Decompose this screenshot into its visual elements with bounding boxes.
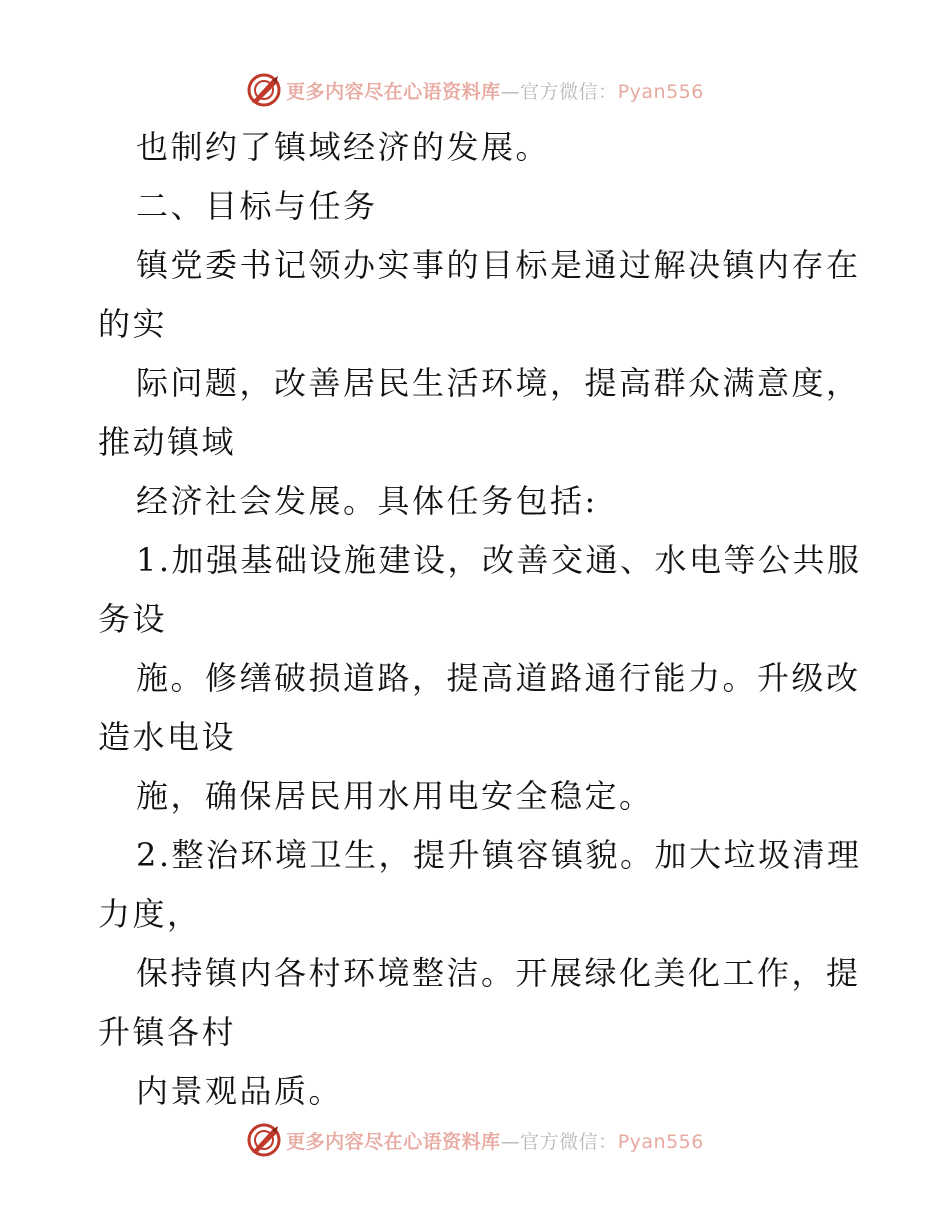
footer-watermark-banner <box>0 1120 950 1160</box>
list-item-1: 1.加强基础设施建设，改善交通、水电等公共服 <box>136 541 862 579</box>
header-watermark-banner <box>0 70 950 110</box>
banner-separator: —官方微信： <box>500 1130 618 1153</box>
text-line: 经济社会发展。具体任务包括: <box>136 482 598 520</box>
pen-logo-icon <box>246 72 282 108</box>
text-line: 升镇各村 <box>98 1013 237 1051</box>
banner-wechat-id: Pyan556 <box>617 1130 704 1153</box>
text-line: 内景观品质。 <box>136 1072 344 1110</box>
text-line: 也制约了镇域经济的发展。 <box>136 128 551 166</box>
text-line: 的实 <box>98 305 168 343</box>
text-line: 际问题，改善居民生活环境，提高群众满意度， <box>136 364 861 402</box>
text-line: 务设 <box>98 600 168 638</box>
text-line: 造水电设 <box>98 718 237 756</box>
text-line: 力度， <box>98 895 202 933</box>
banner-title: 更多内容尽在心语资料库 <box>286 80 501 103</box>
banner-title: 更多内容尽在心语资料库 <box>286 1130 501 1153</box>
text-line: 施，确保居民用水用电安全稳定。 <box>136 777 654 815</box>
section-heading: 二、目标与任务 <box>136 187 378 225</box>
banner-wechat-id: Pyan556 <box>617 80 704 103</box>
text-line: 推动镇域 <box>98 423 237 461</box>
text-line: 施。修缮破损道路，提高道路通行能力。升级改 <box>136 659 861 697</box>
document-body <box>98 118 862 1121</box>
text-line: 保持镇内各村环境整洁。开展绿化美化工作，提 <box>136 954 861 992</box>
text-line: 镇党委书记领办实事的目标是通过解决镇内存在 <box>136 246 861 284</box>
list-item-2: 2.整治环境卫生，提升镇容镇貌。加大垃圾清理 <box>136 836 862 874</box>
banner-separator: —官方微信： <box>500 80 618 103</box>
pen-logo-icon <box>246 1122 282 1158</box>
